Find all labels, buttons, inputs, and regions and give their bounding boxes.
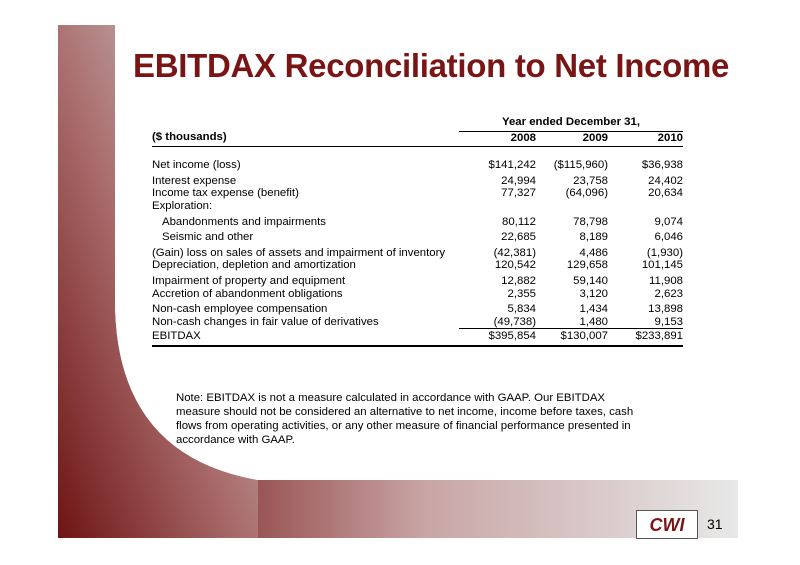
row-label: Accretion of abandonment obligations [152, 287, 343, 300]
row-label: Income tax expense (benefit) [152, 187, 299, 200]
cell-value: 4,486 [579, 246, 608, 259]
cell-value: 13,898 [648, 303, 683, 316]
table-row [152, 259, 683, 272]
cell-value: 3,120 [579, 287, 608, 300]
row-label: Non-cash employee compensation [152, 303, 328, 316]
cell-value: 9,153 [608, 316, 683, 329]
cell-value: 101,145 [641, 259, 683, 272]
row-label: Impairment of property and equipment [152, 274, 346, 287]
cell-value: 24,994 [501, 174, 536, 187]
cell-value: 8,189 [579, 231, 608, 244]
cell-value: $36,938 [641, 159, 683, 172]
period-header: Year ended December 31, [459, 116, 683, 131]
cell-value: ($115,960) [553, 159, 608, 172]
row-label: (Gain) loss on sales of assets and impairment of inventory [152, 246, 446, 259]
cell-value: 1,434 [579, 303, 608, 316]
cell-value: 12,882 [501, 274, 536, 287]
cell-value: 2,623 [654, 287, 683, 300]
cell-value: 80,112 [502, 215, 536, 228]
cell-value: 11,908 [649, 274, 683, 287]
page-number: 31 [707, 516, 723, 532]
cell-value: 77,327 [501, 187, 536, 200]
table-row [152, 288, 683, 301]
period-header-row [152, 116, 683, 131]
cell-value: 6,046 [654, 231, 683, 244]
cell-value: (49,738) [459, 316, 536, 329]
year-header: 2009 [536, 131, 608, 147]
table-row [152, 159, 683, 172]
total-value: $130,007 [536, 329, 608, 346]
table-row [152, 272, 683, 288]
table-row [152, 213, 683, 229]
reconciliation-table [152, 116, 683, 347]
cell-value: 2,355 [507, 287, 536, 300]
table-row [152, 200, 683, 213]
table-row [152, 187, 683, 200]
cwi-logo [636, 510, 698, 539]
row-label: Depreciation, depletion and amortization [152, 259, 356, 272]
column-header-row [152, 131, 683, 147]
row-label: Abandonments and impairments [162, 215, 326, 228]
table-row [152, 228, 683, 244]
cell-value: 20,634 [648, 187, 683, 200]
row-label: Seismic and other [162, 231, 254, 244]
row-label: Net income (loss) [152, 159, 241, 172]
cell-value: (42,381) [493, 246, 536, 259]
year-header: 2008 [459, 131, 536, 147]
cell-value: 24,402 [648, 174, 683, 187]
cell-value: 23,758 [573, 174, 608, 187]
table-row [152, 300, 683, 316]
gaap-note: Note: EBITDAX is not a measure calculated in accordance with GAAP. Our EBITDAX measure should not be considered an alternative to net income, income before taxes, cash flows from operating activities, or any other measure of financial performance presented in accordance with GAAP. [176, 392, 634, 446]
row-label: Exploration: [152, 199, 213, 212]
table-row [152, 316, 683, 329]
cell-value: 78,798 [573, 215, 608, 228]
cell-value: 5,834 [507, 303, 536, 316]
slide-title: EBITDAX Reconciliation to Net Income [133, 47, 730, 84]
cell-value: (1,930) [646, 246, 683, 259]
total-value: $233,891 [608, 329, 683, 346]
cell-value: $141,242 [488, 159, 536, 172]
row-label: Interest expense [152, 174, 237, 187]
row-label: Non-cash changes in fair value of derivatives [152, 315, 379, 328]
table-row [152, 244, 683, 260]
cell-value: 120,542 [494, 259, 536, 272]
cell-value: (64,096) [565, 187, 608, 200]
units-label: ($ thousands) [152, 131, 459, 147]
total-label: EBITDAX [152, 329, 459, 346]
cell-value: 59,140 [573, 274, 608, 287]
cell-value: 129,658 [566, 259, 608, 272]
logo-text: CWI [649, 515, 685, 535]
total-value: $395,854 [459, 329, 536, 346]
year-header: 2010 [608, 131, 683, 147]
cell-value: 1,480 [536, 316, 608, 329]
cell-value: 9,074 [654, 215, 683, 228]
cell-value: 22,685 [501, 231, 536, 244]
total-row [152, 329, 683, 346]
table-row [152, 172, 683, 188]
